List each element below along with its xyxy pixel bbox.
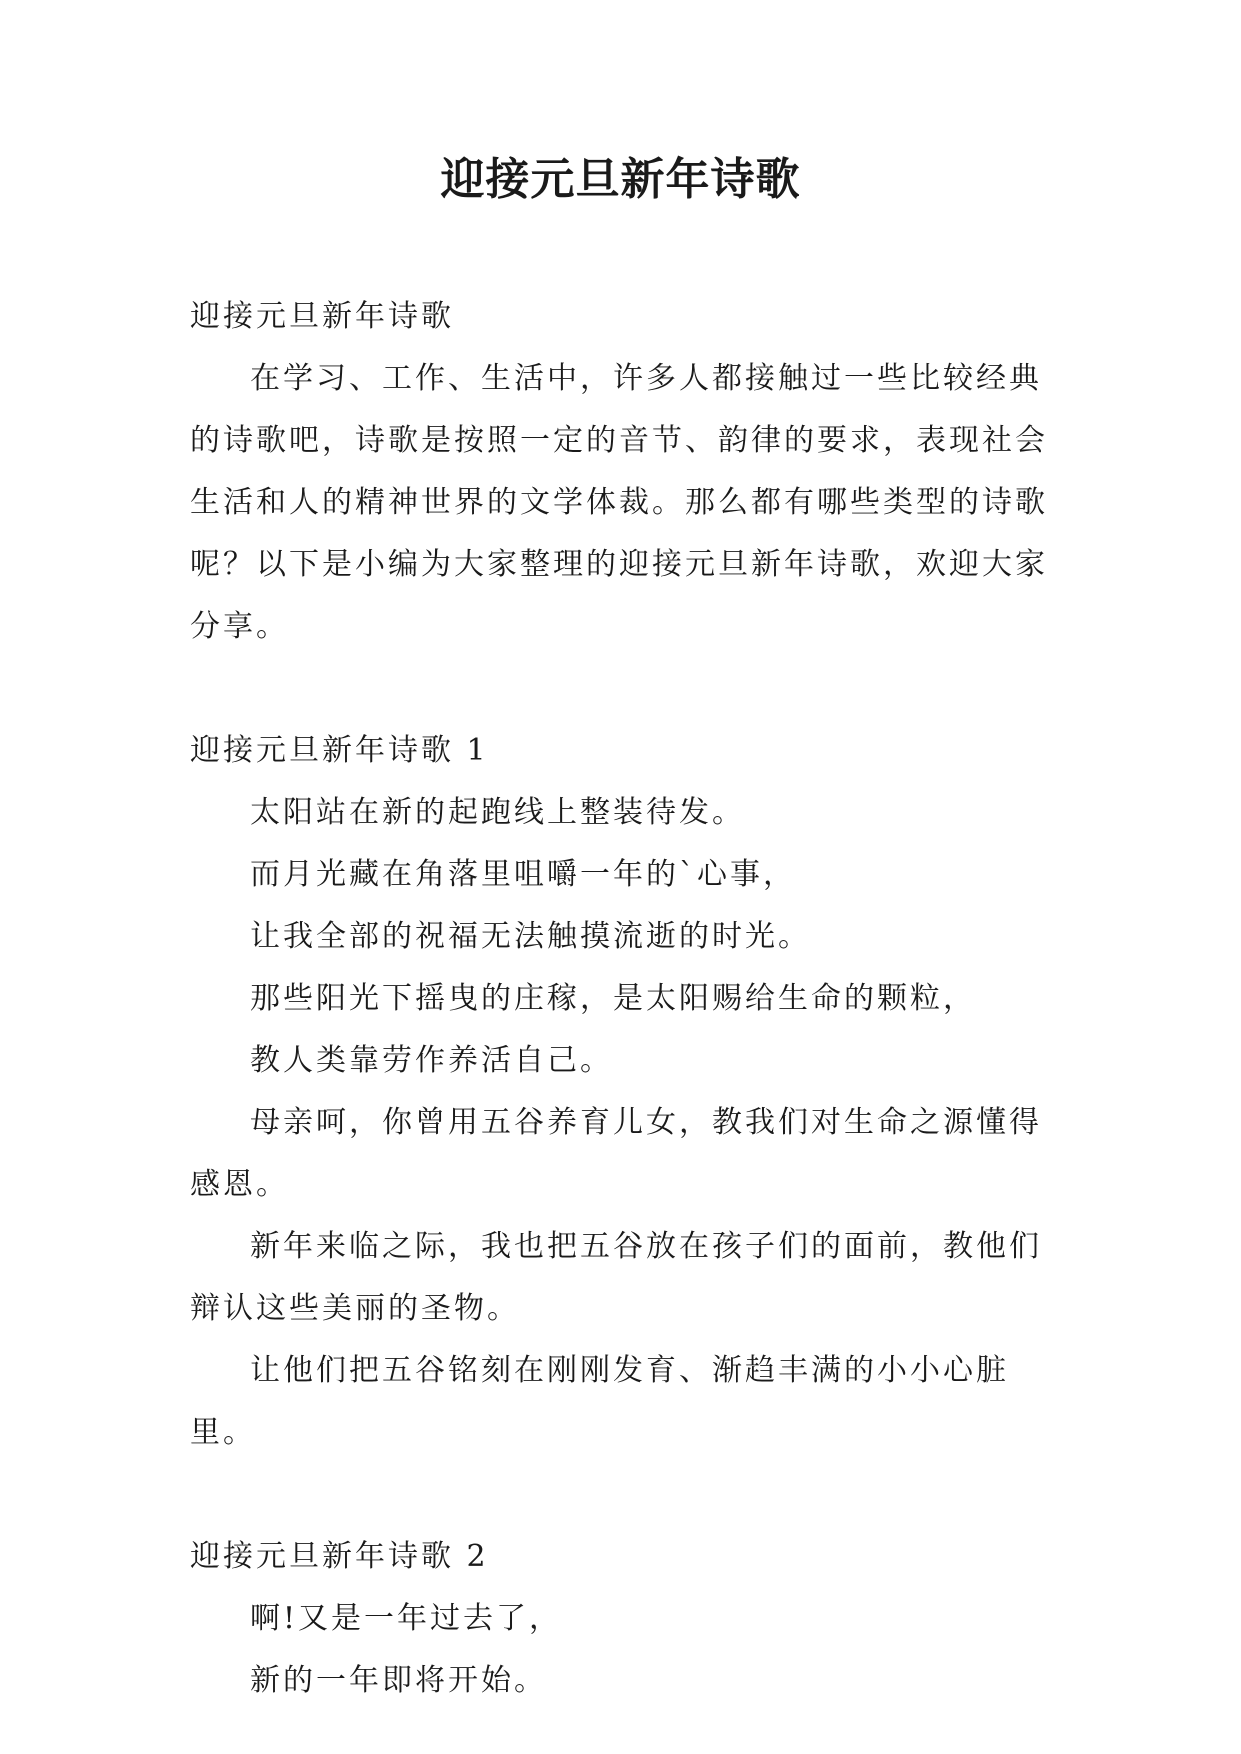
- poem-1-line: 让我全部的祝福无法触摸流逝的时光。: [250, 919, 811, 954]
- poem-2-heading: 迎接元旦新年诗歌 2: [190, 1539, 489, 1574]
- poem-1-line: 太阳站在新的起跑线上整装待发。: [250, 795, 745, 830]
- section-spacer: [190, 1464, 1055, 1526]
- poem-1-line: 新年来临之际，我也把五谷放在孩子们的面前，教他们辩认这些美丽的圣物。: [190, 1229, 1042, 1326]
- poem-2-line: 啊!又是一年过去了，: [250, 1601, 563, 1636]
- poem-1-line: 教人类靠劳作养活自己。: [250, 1043, 613, 1078]
- document-title: 迎接元旦新年诗歌: [440, 154, 801, 205]
- poem-1-heading: 迎接元旦新年诗歌 1: [190, 733, 489, 768]
- intro-paragraph: 在学习、工作、生活中，许多人都接触过一些比较经典的诗歌吧，诗歌是按照一定的音节、韵律的要求，表现社会生活和人的精神世界的文学体裁。那么都有哪些类型的诗歌呢？以下是小编为大家整理的迎接元旦新年诗歌，欢迎大家分享。: [190, 361, 1048, 644]
- poem-1-line: 而月光藏在角落里咀嚼一年的`心事，: [250, 857, 796, 892]
- document-body: [190, 286, 1055, 1712]
- poem-1-line: 让他们把五谷铭刻在刚刚发育、渐趋丰满的小小心脏里。: [190, 1353, 1009, 1450]
- intro-heading: 迎接元旦新年诗歌: [190, 299, 454, 334]
- section-spacer: [190, 658, 1055, 720]
- poem-1-line: 那些阳光下摇曳的庄稼，是太阳赐给生命的颗粒，: [250, 981, 976, 1016]
- poem-2-line: 新的一年即将开始。: [250, 1663, 547, 1698]
- poem-1-line: 母亲呵，你曾用五谷养育儿女，教我们对生命之源懂得感恩。: [190, 1105, 1042, 1202]
